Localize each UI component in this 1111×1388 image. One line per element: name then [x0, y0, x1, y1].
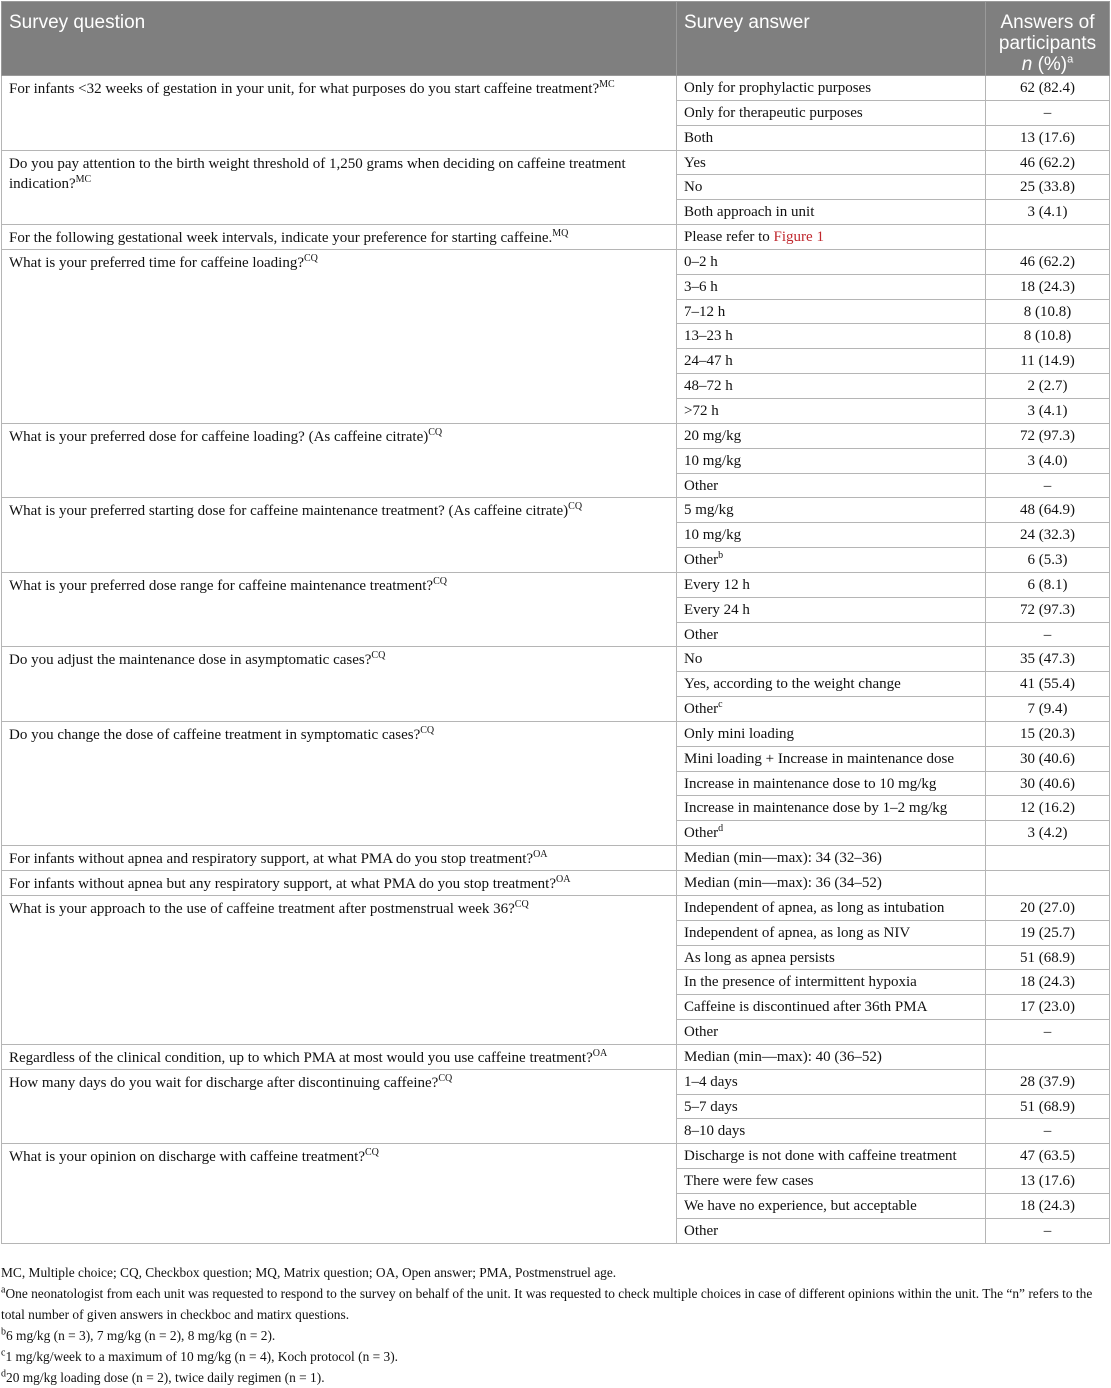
survey-answer-cell [677, 249, 986, 274]
participant-count-cell [986, 871, 1110, 896]
survey-answer-text: Independent of apnea, as long as NIV [684, 924, 911, 941]
question-type-sup: CQ [514, 898, 529, 910]
survey-answer-text: Yes [684, 154, 706, 171]
participant-count-cell: 47 (63.5) [986, 1144, 1110, 1169]
header-answers-line1: Answers of [1000, 12, 1095, 33]
participant-count-cell: 51 (68.9) [986, 1094, 1110, 1119]
header-answers-of-participants [986, 2, 1110, 76]
participant-count-cell: – [986, 1218, 1110, 1243]
header-answers-line2: participants [998, 33, 1097, 54]
table-header [2, 2, 1110, 76]
survey-answer-cell [677, 1193, 986, 1218]
survey-answer-text: Caffeine is discontinued after 36th PMA [684, 999, 928, 1016]
survey-question-text: For infants <32 weeks of gestation in your unit, for what purposes do you start caffeine treatment? [9, 81, 600, 97]
survey-answer-text: Median (min—max): 36 (34–52) [684, 875, 882, 891]
question-type-sup: MC [599, 79, 615, 90]
survey-question-text: Do you pay attention to the birth weight threshold of 1,250 grams when deciding on caffeine treatment indication? [9, 155, 626, 192]
survey-answer-text: Other [684, 552, 719, 569]
participant-count-cell [986, 846, 1110, 871]
survey-answer-cell [677, 622, 986, 647]
survey-answer-cell [677, 448, 986, 473]
participant-count-cell [986, 225, 1110, 250]
survey-answer-text: 10 mg/kg [684, 527, 742, 544]
survey-answer-cell [677, 995, 986, 1020]
participant-count-cell: 6 (5.3) [986, 548, 1110, 573]
survey-answer-text: Other [684, 825, 719, 842]
survey-answer-cell [677, 548, 986, 573]
survey-answer-cell [677, 374, 986, 399]
question-type-sup: CQ [433, 575, 447, 587]
participant-count-cell: 20 (27.0) [986, 895, 1110, 920]
header-pct: (%) [1037, 54, 1068, 75]
survey-answer-text: 5 mg/kg [684, 502, 734, 519]
question-type-sup: OA [556, 874, 571, 885]
survey-answer-text: 0–2 h [684, 253, 718, 270]
survey-answer-text: 1–4 days [684, 1073, 738, 1090]
survey-answer-text: Every 24 h [684, 601, 750, 618]
survey-answer-text: No [684, 179, 703, 196]
participant-count-cell: 72 (97.3) [986, 423, 1110, 448]
table-row [2, 249, 1110, 274]
survey-question-cell [2, 150, 677, 225]
survey-answer-text: Only for prophylactic purposes [684, 80, 872, 96]
header-n: n [1021, 54, 1033, 75]
survey-question-cell [2, 423, 677, 498]
survey-answer-text: 13–23 h [684, 328, 733, 345]
survey-answer-cell [677, 1119, 986, 1144]
survey-answer-cell [677, 697, 986, 722]
survey-answer-cell [677, 274, 986, 299]
survey-answer-cell [677, 150, 986, 175]
footnote-d-text: 20 mg/kg loading dose (n = 2), twice daily regimen (n = 1). [6, 1370, 325, 1385]
survey-question-cell [2, 572, 677, 647]
participant-count-cell: 6 (8.1) [986, 572, 1110, 597]
survey-answer-cell [677, 1020, 986, 1045]
participant-count-cell: 8 (10.8) [986, 324, 1110, 349]
survey-answer-cell [677, 1069, 986, 1094]
participant-count-cell [986, 1044, 1110, 1069]
survey-answer-text: Only for therapeutic purposes [684, 104, 863, 121]
survey-answer-text: >72 h [684, 402, 719, 419]
survey-answer-text: Median (min—max): 34 (32–36) [684, 850, 882, 867]
question-type-sup: CQ [568, 501, 583, 513]
question-type-sup: CQ [420, 724, 435, 736]
survey-question-text: Regardless of the clinical condition, up to which PMA at most would you use caffeine treatment? [9, 1049, 593, 1066]
survey-answer-text: Increase in maintenance dose by 1–2 mg/kg [684, 800, 948, 817]
survey-answer-text: Median (min—max): 40 (36–52) [684, 1048, 882, 1065]
survey-question-cell [2, 225, 677, 250]
footnote-a-text: One neonatologist from each unit was requested to respond to the survey on behalf of the unit. It was requested to check multiple choices in case of different opinions within the unit. The “n” refers to the total number of given answers in checkboc and matirx questions. [1, 1286, 1093, 1322]
survey-answer-text: Yes, according to the weight change [684, 676, 901, 693]
participant-count-cell: 41 (55.4) [986, 672, 1110, 697]
participant-count-cell: – [986, 622, 1110, 647]
survey-question-cell [2, 721, 677, 845]
footnote-c-mark: c [1, 1347, 6, 1359]
survey-answer-text: 48–72 h [684, 378, 733, 395]
survey-question-text: What is your approach to the use of caffeine treatment after postmenstrual week 36? [9, 900, 515, 917]
survey-answer-text: Discharge is not done with caffeine treatment [684, 1148, 957, 1165]
survey-answer-text: Other [684, 701, 719, 718]
participant-count-cell: 2 (2.7) [986, 374, 1110, 399]
survey-question-text: What is your preferred starting dose for caffeine maintenance treatment? (As caffeine citrate) [9, 503, 569, 520]
survey-question-cell [2, 1044, 677, 1069]
participant-count-cell: – [986, 1119, 1110, 1144]
footnote-abbreviations: MC, Multiple choice; CQ, Checkbox question; MQ, Matrix question; OA, Open answer; PMA, Postmenstruel age. [1, 1265, 617, 1280]
table-footnotes [1, 1262, 1106, 1388]
survey-answer-text: 5–7 days [684, 1098, 738, 1115]
survey-question-cell [2, 498, 677, 573]
participant-count-cell: 30 (40.6) [986, 746, 1110, 771]
survey-question-text: For the following gestational week intervals, indicate your preference for starting caffeine. [9, 230, 553, 247]
question-type-sup: CQ [365, 1147, 379, 1159]
table-row [2, 1144, 1110, 1169]
participant-count-cell: 35 (47.3) [986, 647, 1110, 672]
participant-count-cell: 13 (17.6) [986, 125, 1110, 150]
table-row [2, 871, 1110, 896]
table-row [2, 572, 1110, 597]
survey-question-text: How many days do you wait for discharge after discontinuing caffeine? [9, 1074, 439, 1091]
participant-count-cell: 46 (62.2) [986, 249, 1110, 274]
question-type-sup: CQ [428, 426, 443, 438]
participant-count-cell: 30 (40.6) [986, 771, 1110, 796]
participant-count-cell: 3 (4.1) [986, 398, 1110, 423]
table-row [2, 1044, 1110, 1069]
survey-question-cell [2, 249, 677, 423]
survey-question-cell [2, 647, 677, 722]
survey-answer-text: Mini loading + Increase in maintenance dose [684, 750, 955, 767]
survey-answer-text: Other [684, 1222, 719, 1239]
footnote-d [1, 1367, 1106, 1388]
table-row [2, 498, 1110, 523]
participant-count-cell: 3 (4.0) [986, 448, 1110, 473]
survey-answer-text: 8–10 days [684, 1123, 746, 1140]
survey-answer-text: We have no experience, but acceptable [684, 1197, 917, 1214]
survey-question-cell [2, 1144, 677, 1243]
survey-answer-cell [677, 1144, 986, 1169]
survey-answer-cell [677, 299, 986, 324]
survey-answer-text: In the presence of intermittent hypoxia [684, 974, 917, 991]
answer-footnote-sup: d [718, 823, 724, 835]
survey-answer-cell [677, 1169, 986, 1194]
participant-count-cell: 18 (24.3) [986, 274, 1110, 299]
footnote-c-text: 1 mg/kg/week to a maximum of 10 mg/kg (n = 4), Koch protocol (n = 3). [5, 1349, 399, 1364]
participant-count-cell: 8 (10.8) [986, 299, 1110, 324]
survey-answer-text: Every 12 h [684, 576, 750, 593]
survey-answer-text: Increase in maintenance dose to 10 mg/kg [684, 775, 937, 792]
survey-answer-cell [677, 100, 986, 125]
survey-answer-text: Other [684, 626, 719, 643]
participant-count-cell: 46 (62.2) [986, 150, 1110, 175]
survey-question-text: Do you adjust the maintenance dose in asymptomatic cases? [9, 652, 372, 669]
footnote-b-mark: b [1, 1326, 6, 1338]
survey-answer-cell [677, 225, 986, 250]
participant-count-cell: 18 (24.3) [986, 970, 1110, 995]
survey-answer-cell [677, 473, 986, 498]
participant-count-cell: 19 (25.7) [986, 920, 1110, 945]
question-type-sup: MC [75, 173, 92, 185]
participant-count-cell: 72 (97.3) [986, 597, 1110, 622]
survey-answer-cell [677, 76, 986, 101]
participant-count-cell: 51 (68.9) [986, 945, 1110, 970]
survey-answer-cell [677, 895, 986, 920]
survey-question-cell [2, 846, 677, 871]
survey-answer-cell [677, 324, 986, 349]
survey-answer-text: 24–47 h [684, 353, 733, 370]
survey-answer-cell [677, 175, 986, 200]
survey-answer-cell [677, 771, 986, 796]
question-type-sup: CQ [438, 1072, 453, 1084]
participant-count-cell: 12 (16.2) [986, 796, 1110, 821]
survey-answer-text: 7–12 h [684, 303, 726, 320]
survey-answer-cell [677, 672, 986, 697]
survey-answer-cell [677, 846, 986, 871]
survey-answer-cell [677, 920, 986, 945]
survey-answer-cell [677, 721, 986, 746]
survey-answer-cell [677, 523, 986, 548]
survey-answer-cell [677, 970, 986, 995]
participant-count-cell: 24 (32.3) [986, 523, 1110, 548]
question-type-sup: CQ [371, 650, 386, 662]
footnote-a-mark: a [1, 1284, 6, 1296]
table-row [2, 423, 1110, 448]
survey-answer-cell [677, 125, 986, 150]
participant-count-cell: 15 (20.3) [986, 721, 1110, 746]
question-type-sup: MQ [552, 228, 569, 240]
survey-answer-text: There were few cases [684, 1173, 814, 1190]
survey-question-text: What is your preferred dose range for caffeine maintenance treatment? [9, 577, 434, 594]
survey-question-cell [2, 895, 677, 1044]
table-row [2, 225, 1110, 250]
footnote-b [1, 1325, 1106, 1346]
survey-answer-cell [677, 871, 986, 896]
survey-answer-cell [677, 647, 986, 672]
survey-question-text: For infants without apnea but any respiratory support, at what PMA do you stop treatment? [9, 876, 556, 892]
survey-answer-cell [677, 398, 986, 423]
survey-answer-cell [677, 821, 986, 846]
table-row [2, 1069, 1110, 1094]
survey-answer-cell [677, 498, 986, 523]
survey-question-text: What is your preferred time for caffeine loading? [9, 254, 305, 271]
survey-answer-cell [677, 200, 986, 225]
survey-answer-cell [677, 572, 986, 597]
survey-question-text: What is your opinion on discharge with caffeine treatment? [9, 1149, 366, 1166]
survey-answer-text: 20 mg/kg [684, 427, 742, 444]
participant-count-cell: 17 (23.0) [986, 995, 1110, 1020]
footnote-a [1, 1283, 1106, 1325]
answer-footnote-sup: c [718, 699, 723, 711]
survey-answer-text: As long as apnea persists [684, 949, 835, 966]
participant-count-cell: – [986, 473, 1110, 498]
footnote-d-mark: d [1, 1368, 6, 1380]
participant-count-cell: 18 (24.3) [986, 1193, 1110, 1218]
participant-count-cell: 7 (9.4) [986, 697, 1110, 722]
survey-answer-text: 3–6 h [684, 278, 718, 295]
survey-answer-cell [677, 597, 986, 622]
survey-question-text: For infants without apnea and respiratory support, at what PMA do you stop treatment? [9, 851, 534, 868]
question-type-sup: CQ [304, 252, 318, 264]
survey-answer-cell [677, 945, 986, 970]
survey-table [1, 1, 1110, 1244]
survey-question-cell [2, 1069, 677, 1144]
survey-answer-cell [677, 796, 986, 821]
figure-link[interactable]: Figure 1 [773, 229, 824, 246]
survey-answer-text: Independent of apnea, as long as intubation [684, 899, 945, 916]
survey-question-cell [2, 76, 677, 151]
participant-count-cell: – [986, 1020, 1110, 1045]
survey-answer-text: Both [684, 129, 714, 146]
participant-count-cell: 25 (33.8) [986, 175, 1110, 200]
header-survey-question: Survey question [2, 2, 677, 76]
table-row [2, 150, 1110, 175]
participant-count-cell: 62 (82.4) [986, 76, 1110, 101]
footnote-b-text: 6 mg/kg (n = 3), 7 mg/kg (n = 2), 8 mg/kg (n = 2). [6, 1328, 276, 1343]
table-row [2, 846, 1110, 871]
question-type-sup: OA [592, 1047, 608, 1059]
survey-question-text: Do you change the dose of caffeine treatment in symptomatic cases? [9, 726, 421, 743]
survey-answer-cell [677, 349, 986, 374]
survey-answer-cell [677, 423, 986, 448]
survey-answer-text: Only mini loading [684, 725, 794, 742]
footnote-c [1, 1346, 1106, 1367]
table-row [2, 895, 1110, 920]
survey-answer-cell [677, 1218, 986, 1243]
participant-count-cell: 13 (17.6) [986, 1169, 1110, 1194]
survey-answer-text: 10 mg/kg [684, 452, 742, 469]
participant-count-cell: 11 (14.9) [986, 349, 1110, 374]
survey-answer-cell [677, 1094, 986, 1119]
survey-question-cell [2, 871, 677, 896]
survey-answer-text: Other [684, 477, 719, 494]
header-sup-a: a [1067, 53, 1074, 66]
survey-answer-text: Other [684, 1024, 719, 1041]
answer-footnote-sup: b [718, 550, 724, 562]
participant-count-cell: 3 (4.2) [986, 821, 1110, 846]
table-row [2, 721, 1110, 746]
table-body [2, 76, 1110, 1244]
participant-count-cell: 48 (64.9) [986, 498, 1110, 523]
survey-answer-cell [677, 746, 986, 771]
survey-answer-cell [677, 1044, 986, 1069]
table-row [2, 647, 1110, 672]
table-row [2, 76, 1110, 101]
participant-count-cell: 28 (37.9) [986, 1069, 1110, 1094]
participant-count-cell: – [986, 100, 1110, 125]
question-type-sup: OA [533, 849, 548, 861]
survey-answer-text: Please refer to [684, 229, 774, 246]
survey-question-text: What is your preferred dose for caffeine loading? (As caffeine citrate) [9, 428, 429, 445]
header-survey-answer: Survey answer [677, 2, 986, 76]
participant-count-cell: 3 (4.1) [986, 200, 1110, 225]
survey-answer-text: No [684, 651, 703, 668]
survey-answer-text: Both approach in unit [684, 204, 815, 221]
